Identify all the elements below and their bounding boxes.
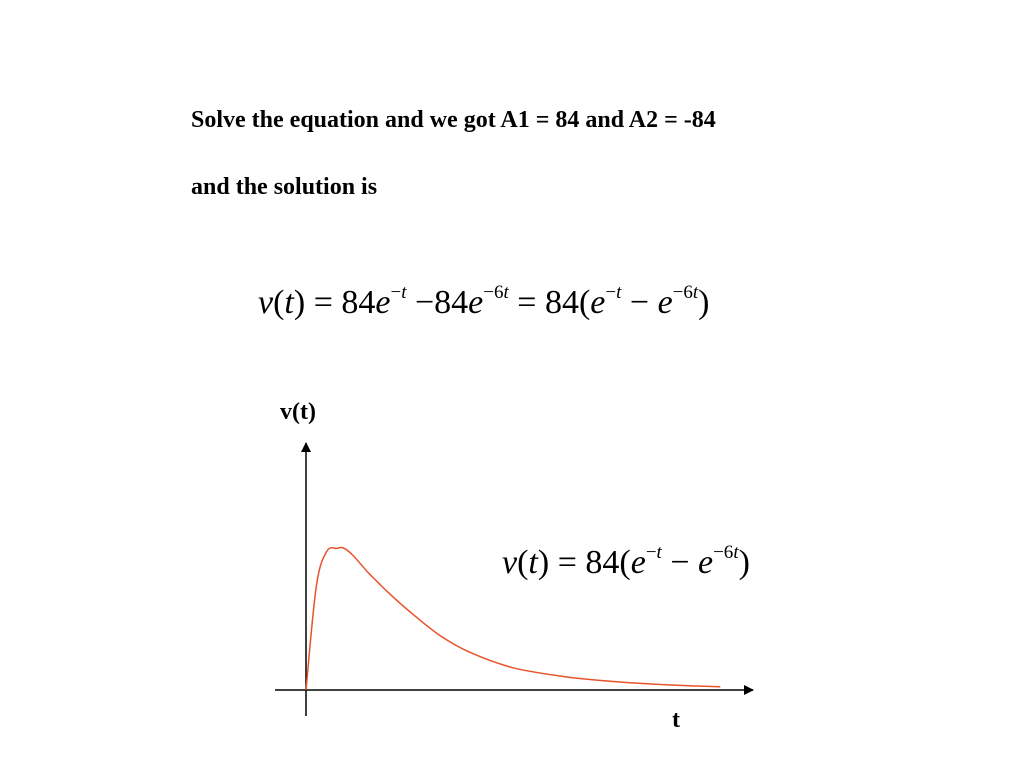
solution-intro-line: and the solution is	[191, 174, 378, 200]
y-axis-label: v(t)	[280, 399, 316, 425]
solution-equation: $v(t) = 84e^{-t} -84e^{-6t} = 84(e^{-t} - e^{-6t})$	[258, 282, 710, 321]
graph-equation-label: $v(t) = 84(e^{-t} - e^{-6t})$	[502, 542, 750, 581]
x-axis-label: t	[672, 707, 680, 733]
statement-line: Solve the equation and we got A1 = 84 and A2 = -84	[191, 107, 716, 133]
